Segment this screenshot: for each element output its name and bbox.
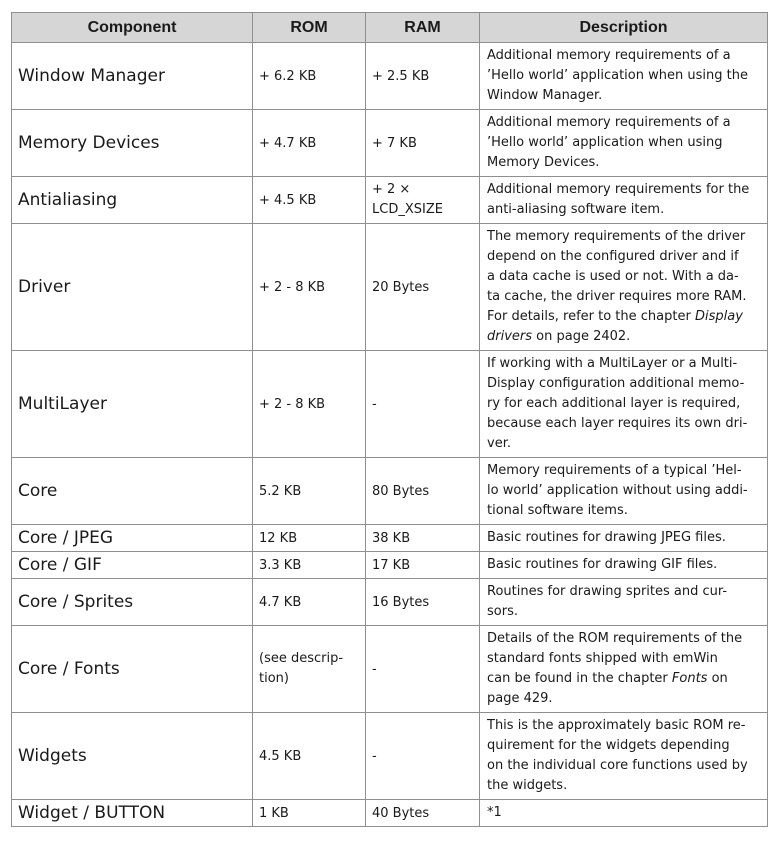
description-line: because each layer requires its own dri- (487, 416, 748, 431)
component-cell: Window Manager (12, 43, 253, 110)
description-line: Additional memory requirements for the (487, 182, 750, 197)
description-line (487, 669, 761, 689)
description-line: sors. (487, 604, 518, 619)
description-line: the widgets. (487, 778, 568, 793)
rom-cell: + 4.5 KB (253, 177, 366, 224)
description-line (487, 327, 761, 347)
ram-cell: 80 Bytes (366, 458, 480, 525)
component-cell: Widgets (12, 713, 253, 800)
description-cell (480, 800, 768, 827)
description-cell (480, 458, 768, 525)
description-line: standard fonts shipped with emWin (487, 651, 718, 666)
description-line: ry for each additional layer is required, (487, 396, 741, 411)
description-line: on the individual core functions used by (487, 758, 748, 773)
description-cell (480, 579, 768, 626)
description-line: If working with a MultiLayer or a Multi- (487, 356, 738, 371)
description-line: Memory Devices. (487, 155, 600, 170)
description-text: can be found in the chapter (487, 671, 668, 686)
table-row (12, 110, 768, 177)
ram-cell: 38 KB (366, 525, 480, 552)
rom-cell: 3.3 KB (253, 552, 366, 579)
description-line (487, 307, 761, 327)
header-ram: RAM (366, 13, 480, 43)
description-cell (480, 552, 768, 579)
description-cell (480, 110, 768, 177)
table-row (12, 713, 768, 800)
ram-line: + 2 × (372, 182, 411, 197)
component-cell: Core / JPEG (12, 525, 253, 552)
header-component: Component (12, 13, 253, 43)
table-row (12, 43, 768, 110)
chapter-reference: drivers (487, 329, 533, 344)
component-cell: Memory Devices (12, 110, 253, 177)
rom-cell (253, 626, 366, 713)
rom-cell: + 2 - 8 KB (253, 351, 366, 458)
description-line: Basic routines for drawing GIF files. (487, 557, 718, 572)
ram-cell: - (366, 626, 480, 713)
table-row (12, 579, 768, 626)
header-description: Description (480, 13, 768, 43)
header-row (12, 13, 768, 43)
description-line: This is the approximately basic ROM re- (487, 718, 746, 733)
rom-cell: 4.5 KB (253, 713, 366, 800)
description-text: on (711, 671, 728, 686)
description-line: a data cache is used or not. With a da- (487, 269, 739, 284)
table-row (12, 351, 768, 458)
description-cell (480, 177, 768, 224)
description-cell (480, 626, 768, 713)
table-row (12, 626, 768, 713)
ram-cell: 17 KB (366, 552, 480, 579)
description-line: *1 (487, 805, 502, 820)
description-cell (480, 525, 768, 552)
ram-cell: 40 Bytes (366, 800, 480, 827)
description-line: Basic routines for drawing JPEG files. (487, 530, 726, 545)
ram-cell: + 2.5 KB (366, 43, 480, 110)
table-row (12, 458, 768, 525)
description-line: tional software items. (487, 503, 628, 518)
description-line: Additional memory requirements of a (487, 48, 731, 63)
table-row (12, 552, 768, 579)
rom-cell: + 4.7 KB (253, 110, 366, 177)
ram-cell: + 7 KB (366, 110, 480, 177)
component-cell: Core (12, 458, 253, 525)
description-line: Memory requirements of a typical ’Hel- (487, 463, 742, 478)
memory-requirements-table (11, 12, 768, 827)
chapter-reference: Fonts (671, 671, 708, 686)
chapter-reference: Display (694, 309, 743, 324)
ram-cell: 16 Bytes (366, 579, 480, 626)
table-row (12, 224, 768, 351)
component-cell: Driver (12, 224, 253, 351)
ram-cell: - (366, 713, 480, 800)
description-line: Display configuration additional memo- (487, 376, 745, 391)
ram-cell: - (366, 351, 480, 458)
rom-line: (see descrip- (259, 651, 344, 666)
rom-cell: 1 KB (253, 800, 366, 827)
description-line: ta cache, the driver requires more RAM. (487, 289, 747, 304)
description-line: ’Hello world’ application when using the (487, 68, 748, 83)
description-text: on page 2402. (536, 329, 631, 344)
table-row (12, 800, 768, 827)
description-line: Window Manager. (487, 88, 603, 103)
header-rom: ROM (253, 13, 366, 43)
rom-cell: 4.7 KB (253, 579, 366, 626)
description-cell (480, 713, 768, 800)
description-line: anti-aliasing software item. (487, 202, 665, 217)
description-cell (480, 43, 768, 110)
component-cell: Widget / BUTTON (12, 800, 253, 827)
description-line: lo world’ application without using addi- (487, 483, 748, 498)
table-row (12, 177, 768, 224)
description-cell (480, 224, 768, 351)
component-cell: Core / GIF (12, 552, 253, 579)
description-line: page 429. (487, 691, 553, 706)
description-cell (480, 351, 768, 458)
ram-cell: 20 Bytes (366, 224, 480, 351)
description-line: Details of the ROM requirements of the (487, 631, 743, 646)
description-text: For details, refer to the chapter (487, 309, 691, 324)
component-cell: Antialiasing (12, 177, 253, 224)
rom-line: tion) (259, 671, 289, 686)
ram-line: LCD_XSIZE (372, 202, 443, 217)
description-line: quirement for the widgets depending (487, 738, 730, 753)
table-row (12, 525, 768, 552)
description-line: The memory requirements of the driver (487, 229, 746, 244)
description-line: depend on the configured driver and if (487, 249, 739, 264)
ram-cell (366, 177, 480, 224)
description-line: Routines for drawing sprites and cur- (487, 584, 728, 599)
component-cell: Core / Fonts (12, 626, 253, 713)
rom-cell: + 2 - 8 KB (253, 224, 366, 351)
component-cell: Core / Sprites (12, 579, 253, 626)
component-cell: MultiLayer (12, 351, 253, 458)
description-line: Additional memory requirements of a (487, 115, 731, 130)
description-line: ’Hello world’ application when using (487, 135, 723, 150)
rom-cell: 5.2 KB (253, 458, 366, 525)
rom-cell: 12 KB (253, 525, 366, 552)
rom-cell: + 6.2 KB (253, 43, 366, 110)
description-line: ver. (487, 436, 511, 451)
